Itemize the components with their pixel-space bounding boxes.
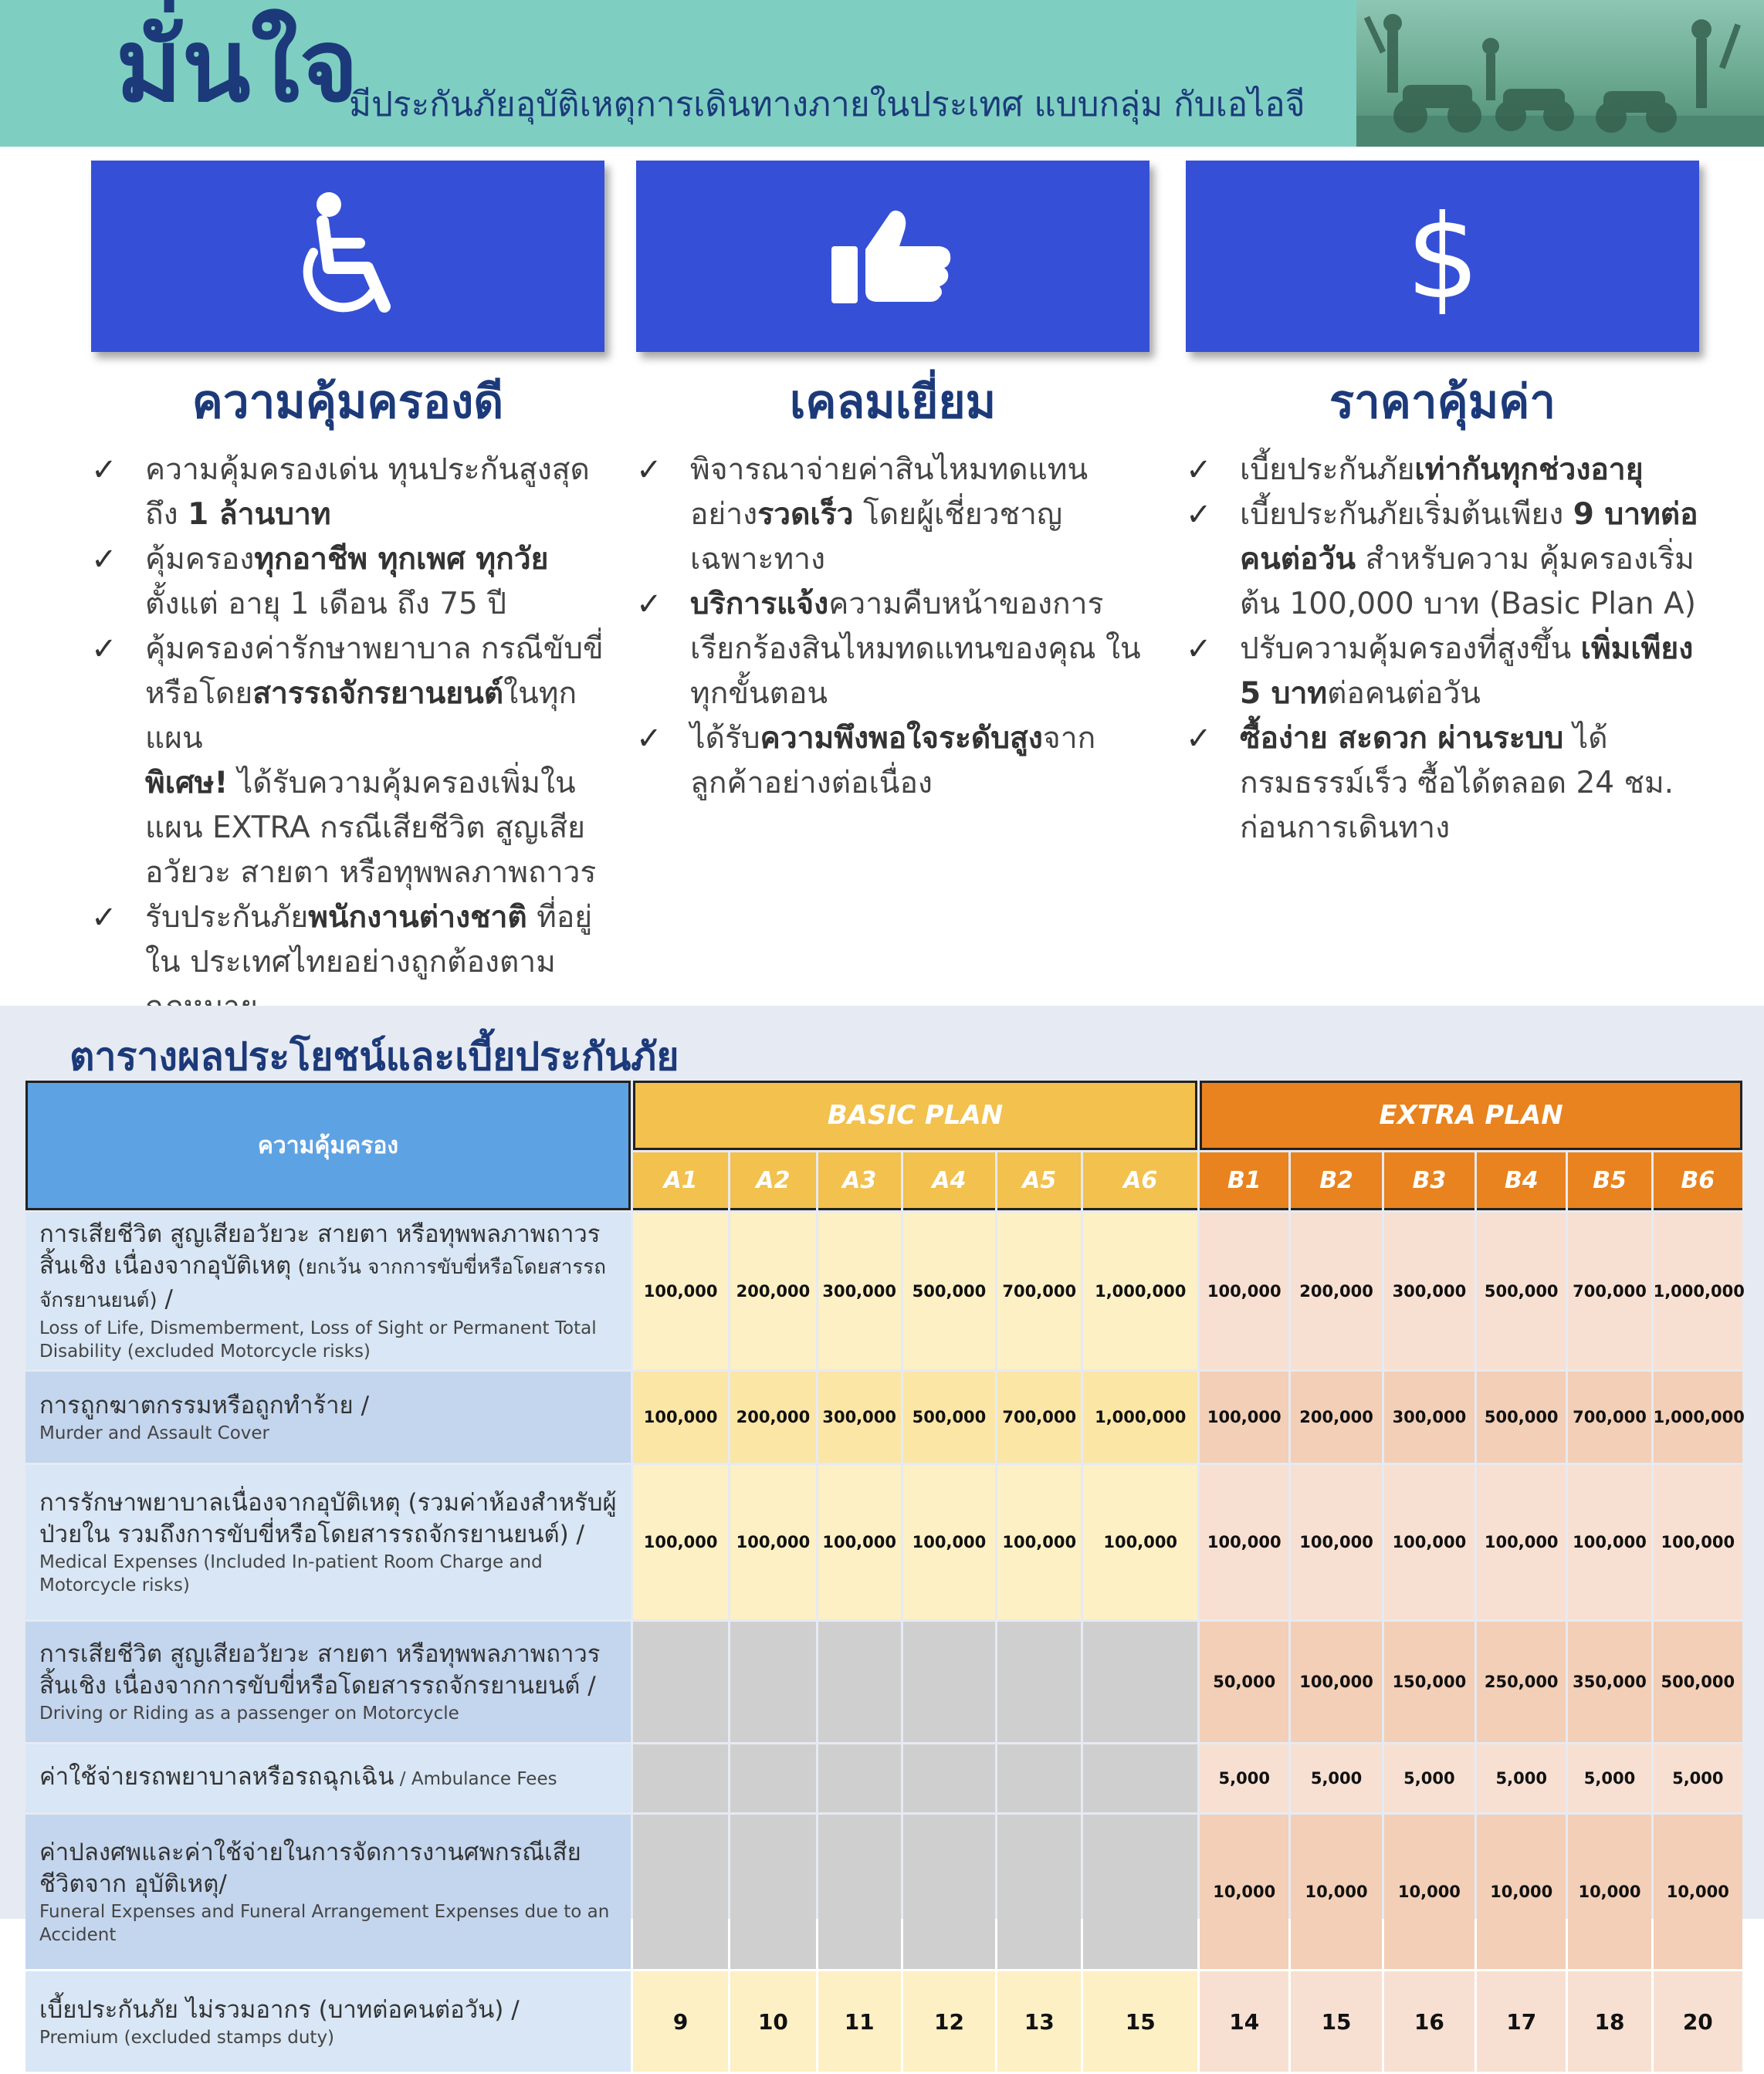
extra-value-b6: 500,000 — [1654, 1622, 1742, 1742]
hero-title: มั่นใจ — [116, 7, 359, 124]
coverage-english: Medical Expenses (Included In-patient Room Charge and Motorcycle risks) — [39, 1552, 543, 1595]
basic-value-a5 — [997, 1622, 1081, 1742]
coverage-english: Loss of Life, Dismemberment, Loss of Sight or Permanent Total Disability (excluded Motorcycle risks) — [39, 1318, 597, 1362]
extra-value-b2: 10,000 — [1291, 1815, 1381, 1969]
extra-value-b6: 1,000,000 — [1654, 1372, 1742, 1463]
extra-value-b2: 100,000 — [1291, 1622, 1381, 1742]
list-item: ✓ เบี้ยประกันภัยเริ่มต้นเพียง 9 บาทต่อคนต่อวัน สำหรับความ คุ้มครองเริ่มต้น 100,000 บาท (Basic Plan A) — [1186, 492, 1699, 627]
list-item: ✓ บริการแจ้งความคืบหน้าของการ เรียกร้องสินไหมทดแทนของคุณ ในทุกขั้นตอน — [636, 582, 1149, 716]
extra-value-b3: 300,000 — [1384, 1372, 1475, 1463]
basic-value-a6 — [1083, 1744, 1197, 1812]
plan-header-a3: A3 — [818, 1152, 901, 1210]
coverage-english: Murder and Assault Cover — [39, 1423, 270, 1443]
benefit-table-title: ตารางผลประโยชน์และเบี้ยประกันภัย — [69, 1034, 679, 1079]
basic-value-a1: 100,000 — [633, 1213, 728, 1369]
basic-value-a1 — [633, 1815, 728, 1969]
basic-value-a3: 300,000 — [818, 1213, 901, 1369]
basic-value-a2: 100,000 — [730, 1465, 815, 1619]
extra-value-b5: 18 — [1568, 1971, 1651, 2072]
extra-value-b4: 100,000 — [1477, 1465, 1566, 1619]
extra-value-b5: 700,000 — [1568, 1213, 1651, 1369]
table-row — [25, 1815, 1742, 1969]
extra-value-b6: 20 — [1654, 1971, 1742, 2072]
basic-value-a6: 100,000 — [1083, 1465, 1197, 1619]
coverage-description — [25, 1213, 631, 1369]
feature-claims-title: เคลมเยี่ยม — [789, 375, 997, 429]
hero-banner — [0, 0, 1764, 147]
basic-value-a2: 200,000 — [730, 1372, 815, 1463]
feature-claims — [636, 161, 1149, 806]
coverage-header: ความคุ้มครอง — [25, 1081, 631, 1210]
basic-value-a5: 700,000 — [997, 1213, 1081, 1369]
extra-value-b3: 10,000 — [1384, 1815, 1475, 1969]
basic-value-a1: 100,000 — [633, 1465, 728, 1619]
basic-value-a2: 200,000 — [730, 1213, 815, 1369]
extra-value-b1: 10,000 — [1200, 1815, 1288, 1969]
plan-header-b3: B3 — [1384, 1152, 1475, 1210]
extra-value-b5: 700,000 — [1568, 1372, 1651, 1463]
basic-value-a1: 9 — [633, 1971, 728, 2072]
extra-value-b5: 350,000 — [1568, 1622, 1651, 1742]
check-icon: ✓ — [1186, 497, 1212, 533]
feature-claims-list — [636, 448, 1149, 806]
motorcycle-riders-illustration — [1356, 0, 1764, 147]
list-item: ✓ เบี้ยประกันภัยเท่ากันทุกช่วงอายุ — [1186, 448, 1699, 492]
extra-value-b1: 50,000 — [1200, 1622, 1288, 1742]
basic-value-a3: 11 — [818, 1971, 901, 2072]
check-icon: ✓ — [91, 631, 117, 667]
wheelchair-icon — [290, 191, 406, 322]
coverage-thai: ค่าใช้จ่ายรถพยาบาลหรือรถฉุกเฉิน / Ambulance Fees — [39, 1763, 557, 1791]
coverage-thai: การรักษาพยาบาลเนื่องจากอุบัติเหตุ (รวมค่าห้องสำหรับผู้ป่วยใน รวมถึงการขับขี่หรือโดยสารรถจักรยานยนต์) / — [39, 1489, 617, 1548]
benefit-table-body — [25, 1213, 1745, 2072]
basic-value-a2 — [730, 1815, 815, 1969]
basic-value-a3 — [818, 1622, 901, 1742]
basic-value-a3: 300,000 — [818, 1372, 901, 1463]
extra-value-b4: 500,000 — [1477, 1372, 1566, 1463]
feature-value — [1186, 161, 1699, 851]
svg-text:$: $ — [1405, 198, 1480, 314]
extra-value-b5: 100,000 — [1568, 1465, 1651, 1619]
extra-value-b4: 17 — [1477, 1971, 1566, 2072]
basic-value-a2: 10 — [730, 1971, 815, 2072]
plan-header-a6: A6 — [1083, 1152, 1197, 1210]
basic-value-a3 — [818, 1815, 901, 1969]
feature-value-box — [1186, 161, 1699, 352]
basic-value-a2 — [730, 1744, 815, 1812]
extra-value-b2: 15 — [1291, 1971, 1381, 2072]
plan-header-b5: B5 — [1568, 1152, 1651, 1210]
coverage-description — [25, 1815, 631, 1969]
basic-value-a4: 100,000 — [903, 1465, 995, 1619]
extra-value-b4: 10,000 — [1477, 1815, 1566, 1969]
list-item: ✓ รับประกันภัยพนักงานต่างชาติ ที่อยู่ใน ประเทศไทยอย่างถูกต้องตาม — [91, 895, 604, 1030]
basic-value-a4: 12 — [903, 1971, 995, 2072]
coverage-description — [25, 1622, 631, 1742]
basic-value-a1 — [633, 1622, 728, 1742]
basic-value-a5 — [997, 1744, 1081, 1812]
extra-value-b3: 5,000 — [1384, 1744, 1475, 1812]
extra-value-b1: 100,000 — [1200, 1465, 1288, 1619]
basic-value-a4 — [903, 1815, 995, 1969]
list-item: ✓ ปรับความคุ้มครองที่สูงขึ้น เพิ่มเพียง 5 บาทต่อคนต่อวัน — [1186, 627, 1699, 716]
feature-value-list — [1186, 448, 1699, 851]
feature-coverage-box — [91, 161, 604, 352]
basic-value-a4: 500,000 — [903, 1213, 995, 1369]
list-item: ✓ ได้รับความพึงพอใจระดับสูงจาก ลูกค้าอย่างต่อเนื่อง — [636, 716, 1149, 806]
extra-value-b1: 100,000 — [1200, 1213, 1288, 1369]
plan-header-b4: B4 — [1477, 1152, 1566, 1210]
check-icon: ✓ — [1186, 721, 1212, 756]
extra-value-b1: 14 — [1200, 1971, 1288, 2072]
check-icon: ✓ — [1186, 631, 1212, 667]
extra-value-b1: 5,000 — [1200, 1744, 1288, 1812]
coverage-thai: เบี้ยประกันภัย ไม่รวมอากร (บาทต่อคนต่อวัน) / — [39, 1995, 520, 2024]
basic-value-a5: 13 — [997, 1971, 1081, 2072]
thumbs-up-icon — [831, 206, 955, 306]
check-icon: ✓ — [636, 721, 662, 756]
basic-plan-header: BASIC PLAN — [633, 1081, 1197, 1150]
extra-value-b6: 1,000,000 — [1654, 1213, 1742, 1369]
check-icon: ✓ — [91, 542, 117, 577]
dollar-icon — [1397, 198, 1489, 314]
basic-value-a5: 700,000 — [997, 1372, 1081, 1463]
plan-header-b2: B2 — [1291, 1152, 1381, 1210]
list-item: พิเศษ! ได้รับความคุ้มครองเพิ่มในแผน EXTRA กรณีเสียชีวิต สูญเสียอวัยวะ สายตา หรือทุพพลภาพถาวร — [145, 766, 597, 890]
check-icon: ✓ — [1186, 452, 1212, 488]
basic-value-a1 — [633, 1744, 728, 1812]
coverage-description — [25, 1744, 631, 1812]
extra-value-b3: 300,000 — [1384, 1213, 1475, 1369]
table-row — [25, 1622, 1742, 1742]
coverage-thai: ค่าปลงศพและค่าใช้จ่ายในการจัดการงานศพกรณีเสียชีวิตจาก อุบัติเหตุ/ — [39, 1839, 581, 1898]
check-icon: ✓ — [636, 587, 662, 622]
coverage-english: Premium (excluded stamps duty) — [39, 2027, 335, 2048]
benefit-table — [23, 1078, 1745, 2074]
basic-value-a3: 100,000 — [818, 1465, 901, 1619]
basic-value-a6: 1,000,000 — [1083, 1213, 1197, 1369]
feature-coverage-title: ความคุ้มครองดี — [191, 375, 504, 429]
extra-value-b5: 10,000 — [1568, 1815, 1651, 1969]
extra-value-b4: 5,000 — [1477, 1744, 1566, 1812]
coverage-description — [25, 1971, 631, 2072]
coverage-english: Funeral Expenses and Funeral Arrangement Expenses due to an Accident — [39, 1902, 610, 1945]
check-icon: ✓ — [636, 452, 662, 488]
extra-value-b2: 200,000 — [1291, 1213, 1381, 1369]
coverage-thai: การถูกฆาตกรรมหรือถูกทำร้าย / — [39, 1391, 370, 1419]
plan-header-a5: A5 — [997, 1152, 1081, 1210]
table-row — [25, 1372, 1742, 1463]
coverage-description — [25, 1465, 631, 1619]
extra-plan-header: EXTRA PLAN — [1200, 1081, 1742, 1150]
basic-value-a4 — [903, 1744, 995, 1812]
coverage-description — [25, 1372, 631, 1463]
hero-photo — [1356, 0, 1764, 147]
basic-value-a6 — [1083, 1622, 1197, 1742]
list-item: ✓ ความคุ้มครองเด่น ทุนประกันสูงสุดถึง 1 ล้านบาท — [91, 448, 604, 537]
plan-header-b6: B6 — [1654, 1152, 1742, 1210]
basic-value-a4 — [903, 1622, 995, 1742]
check-icon: ✓ — [91, 452, 117, 488]
table-row — [25, 1971, 1742, 2072]
feature-coverage — [91, 161, 604, 1030]
basic-value-a6 — [1083, 1815, 1197, 1969]
table-row — [25, 1213, 1742, 1369]
extra-value-b6: 100,000 — [1654, 1465, 1742, 1619]
basic-value-a6: 15 — [1083, 1971, 1197, 2072]
list-item: ✓ ซื้อง่าย สะดวก ผ่านระบบ ได้ กรมธรรม์เร็ว ซื้อได้ตลอด 24 ชม. ก่อนการเดินทาง — [1186, 716, 1699, 851]
extra-value-b2: 200,000 — [1291, 1372, 1381, 1463]
list-item: ✓ พิจารณาจ่ายค่าสินไหมทดแทน อย่างรวดเร็ว โดยผู้เชี่ยวชาญ เฉพาะทาง — [636, 448, 1149, 582]
basic-value-a5: 100,000 — [997, 1465, 1081, 1619]
plan-header-a1: A1 — [633, 1152, 728, 1210]
extra-value-b4: 250,000 — [1477, 1622, 1566, 1742]
extra-value-b6: 10,000 — [1654, 1815, 1742, 1969]
extra-value-b2: 100,000 — [1291, 1465, 1381, 1619]
basic-value-a6: 1,000,000 — [1083, 1372, 1197, 1463]
hero-subtitle: มีประกันภัยอุบัติเหตุการเดินทางภายในประเทศ แบบกลุ่ม กับเอไอจี — [349, 85, 1305, 124]
extra-value-b2: 5,000 — [1291, 1744, 1381, 1812]
extra-value-b6: 5,000 — [1654, 1744, 1742, 1812]
basic-value-a2 — [730, 1622, 815, 1742]
extra-value-b3: 16 — [1384, 1971, 1475, 2072]
basic-value-a3 — [818, 1744, 901, 1812]
coverage-thai: การเสียชีวิต สูญเสียอวัยวะ สายตา หรือทุพพลภาพถาวรสิ้นเชิง เนื่องจากการขับขี่หรือโดยสารรถจักรยานยนต์ / — [39, 1640, 601, 1700]
extra-value-b3: 100,000 — [1384, 1465, 1475, 1619]
table-row — [25, 1744, 1742, 1812]
basic-value-a4: 500,000 — [903, 1372, 995, 1463]
plan-header-a2: A2 — [730, 1152, 815, 1210]
basic-value-a1: 100,000 — [633, 1372, 728, 1463]
extra-value-b3: 150,000 — [1384, 1622, 1475, 1742]
table-row — [25, 1465, 1742, 1619]
list-item: ✓ คุ้มครองทุกอาชีพ ทุกเพศ ทุกวัย ตั้งแต่ อายุ 1 เดือน ถึง 75 ปี — [91, 537, 604, 627]
plan-header-b1: B1 — [1200, 1152, 1288, 1210]
extra-value-b4: 500,000 — [1477, 1213, 1566, 1369]
check-icon: ✓ — [91, 900, 117, 935]
coverage-thai: การเสียชีวิต สูญเสียอวัยวะ สายตา หรือทุพพลภาพถาวรสิ้นเชิง เนื่องจากอุบัติเหตุ (ยกเว้น จากการขับขี่หรือโดยสารรถจักรยานยนต์) / — [39, 1220, 607, 1313]
basic-value-a5 — [997, 1815, 1081, 1969]
feature-coverage-list — [91, 448, 604, 1030]
feature-value-title: ราคาคุ้มค่า — [1329, 375, 1556, 429]
extra-value-b1: 100,000 — [1200, 1372, 1288, 1463]
feature-claims-box — [636, 161, 1149, 352]
coverage-english: Driving or Riding as a passenger on Motorcycle — [39, 1704, 459, 1724]
list-item: ✓ คุ้มครองค่ารักษาพยาบาล กรณีขับขี่ หรือโดยสารรถจักรยานยนต์ในทุกแผน — [91, 627, 604, 761]
plan-header-a4: A4 — [903, 1152, 995, 1210]
extra-value-b5: 5,000 — [1568, 1744, 1651, 1812]
